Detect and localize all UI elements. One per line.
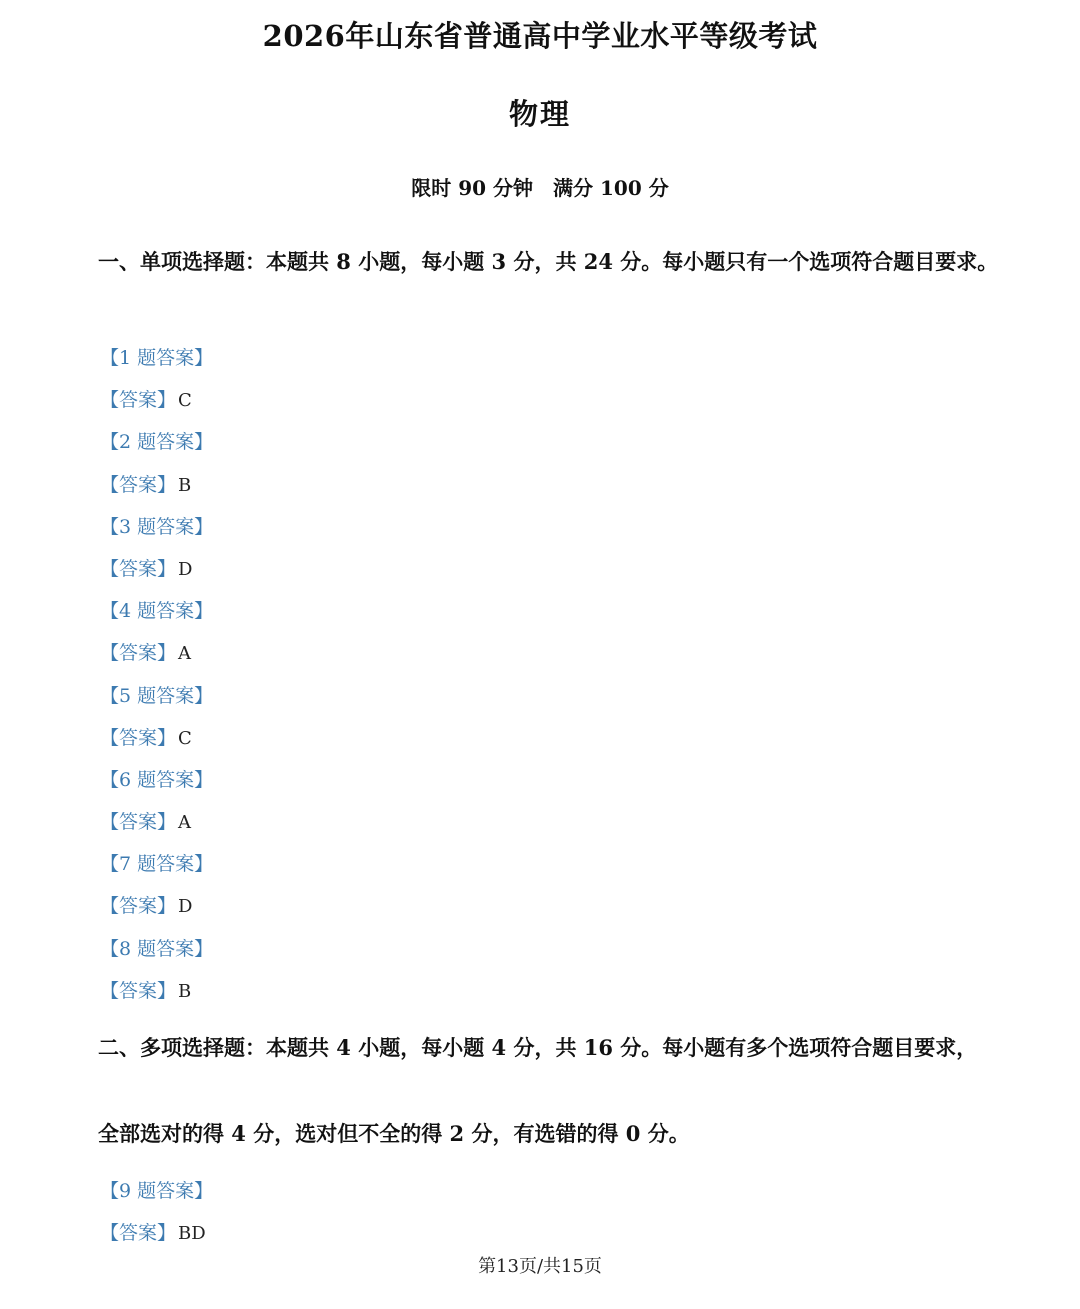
answer-item-1 <box>100 341 213 425</box>
question-label-row <box>100 932 213 974</box>
answer-tag: 【答案】 <box>100 979 177 1002</box>
answer-item-3 <box>100 510 213 594</box>
answer-item-4 <box>100 594 213 678</box>
answer-tag: 【答案】 <box>100 811 177 834</box>
answer-value: D <box>178 896 193 918</box>
question-label-row <box>100 425 213 467</box>
page-footer: 第13页/共15页 <box>478 1256 602 1277</box>
exam-title: 2026年山东省普通高中学业水平等级考试 <box>262 19 818 53</box>
question-label-row <box>100 763 213 805</box>
section1-answer-list <box>100 341 213 1016</box>
answer-row <box>100 974 213 1016</box>
answer-row <box>100 383 213 425</box>
answer-value: C <box>178 390 192 412</box>
answer-value: C <box>178 727 192 749</box>
answer-value: D <box>178 558 193 580</box>
question-label-row <box>100 341 213 383</box>
section2-answer-list <box>100 1174 213 1258</box>
answer-tag: 【答案】 <box>100 642 177 665</box>
question-label: 【4 题答案】 <box>100 600 214 623</box>
answer-row <box>100 468 213 510</box>
answer-tag: 【答案】 <box>100 389 177 412</box>
answer-row <box>100 721 213 763</box>
answer-value: B <box>178 980 192 1002</box>
section2-heading-continued: 全部选对的得 4 分，选对但不全的得 2 分，有选错的得 0 分。 <box>98 1121 690 1146</box>
question-label: 【6 题答案】 <box>100 768 214 791</box>
question-label: 【1 题答案】 <box>100 347 214 369</box>
answer-value: B <box>178 474 192 496</box>
answer-value: A <box>178 812 192 834</box>
answer-row <box>100 552 213 594</box>
question-label: 【5 题答案】 <box>100 684 214 707</box>
time-limit-line: 限时 90 分钟 满分 100 分 <box>411 176 669 200</box>
answer-item-6 <box>100 763 213 847</box>
answer-item-9 <box>100 1174 213 1258</box>
answer-value: BD <box>178 1223 206 1245</box>
answer-tag: 【答案】 <box>100 473 177 496</box>
question-label: 【3 题答案】 <box>100 515 214 538</box>
question-label-row <box>100 594 213 636</box>
answer-tag: 【答案】 <box>100 726 177 749</box>
question-label-row <box>100 847 213 889</box>
answer-item-8 <box>100 932 213 1016</box>
answer-row <box>100 636 213 678</box>
answer-row <box>100 805 213 847</box>
subject-title: 物理 <box>508 97 571 131</box>
answer-item-5 <box>100 679 213 763</box>
question-label-row <box>100 679 213 721</box>
answer-tag: 【答案】 <box>100 895 177 918</box>
answer-tag: 【答案】 <box>100 557 177 580</box>
question-label: 【7 题答案】 <box>100 853 214 876</box>
section1-heading: 一、单项选择题：本题共 8 小题，每小题 3 分，共 24 分。每小题只有一个选项符合题目要求。 <box>98 249 999 274</box>
answer-tag: 【答案】 <box>100 1222 177 1245</box>
answer-item-2 <box>100 425 213 509</box>
section2-heading: 二、多项选择题：本题共 4 小题，每小题 4 分，共 16 分。每小题有多个选项符合题目要求， <box>98 1035 978 1060</box>
question-label: 【2 题答案】 <box>100 431 214 454</box>
question-label: 【9 题答案】 <box>100 1180 214 1202</box>
question-label-row <box>100 510 213 552</box>
answer-item-7 <box>100 847 213 931</box>
answer-value: A <box>178 643 192 665</box>
question-label-row <box>100 1174 213 1216</box>
question-label: 【8 题答案】 <box>100 937 214 960</box>
answer-row <box>100 889 213 931</box>
